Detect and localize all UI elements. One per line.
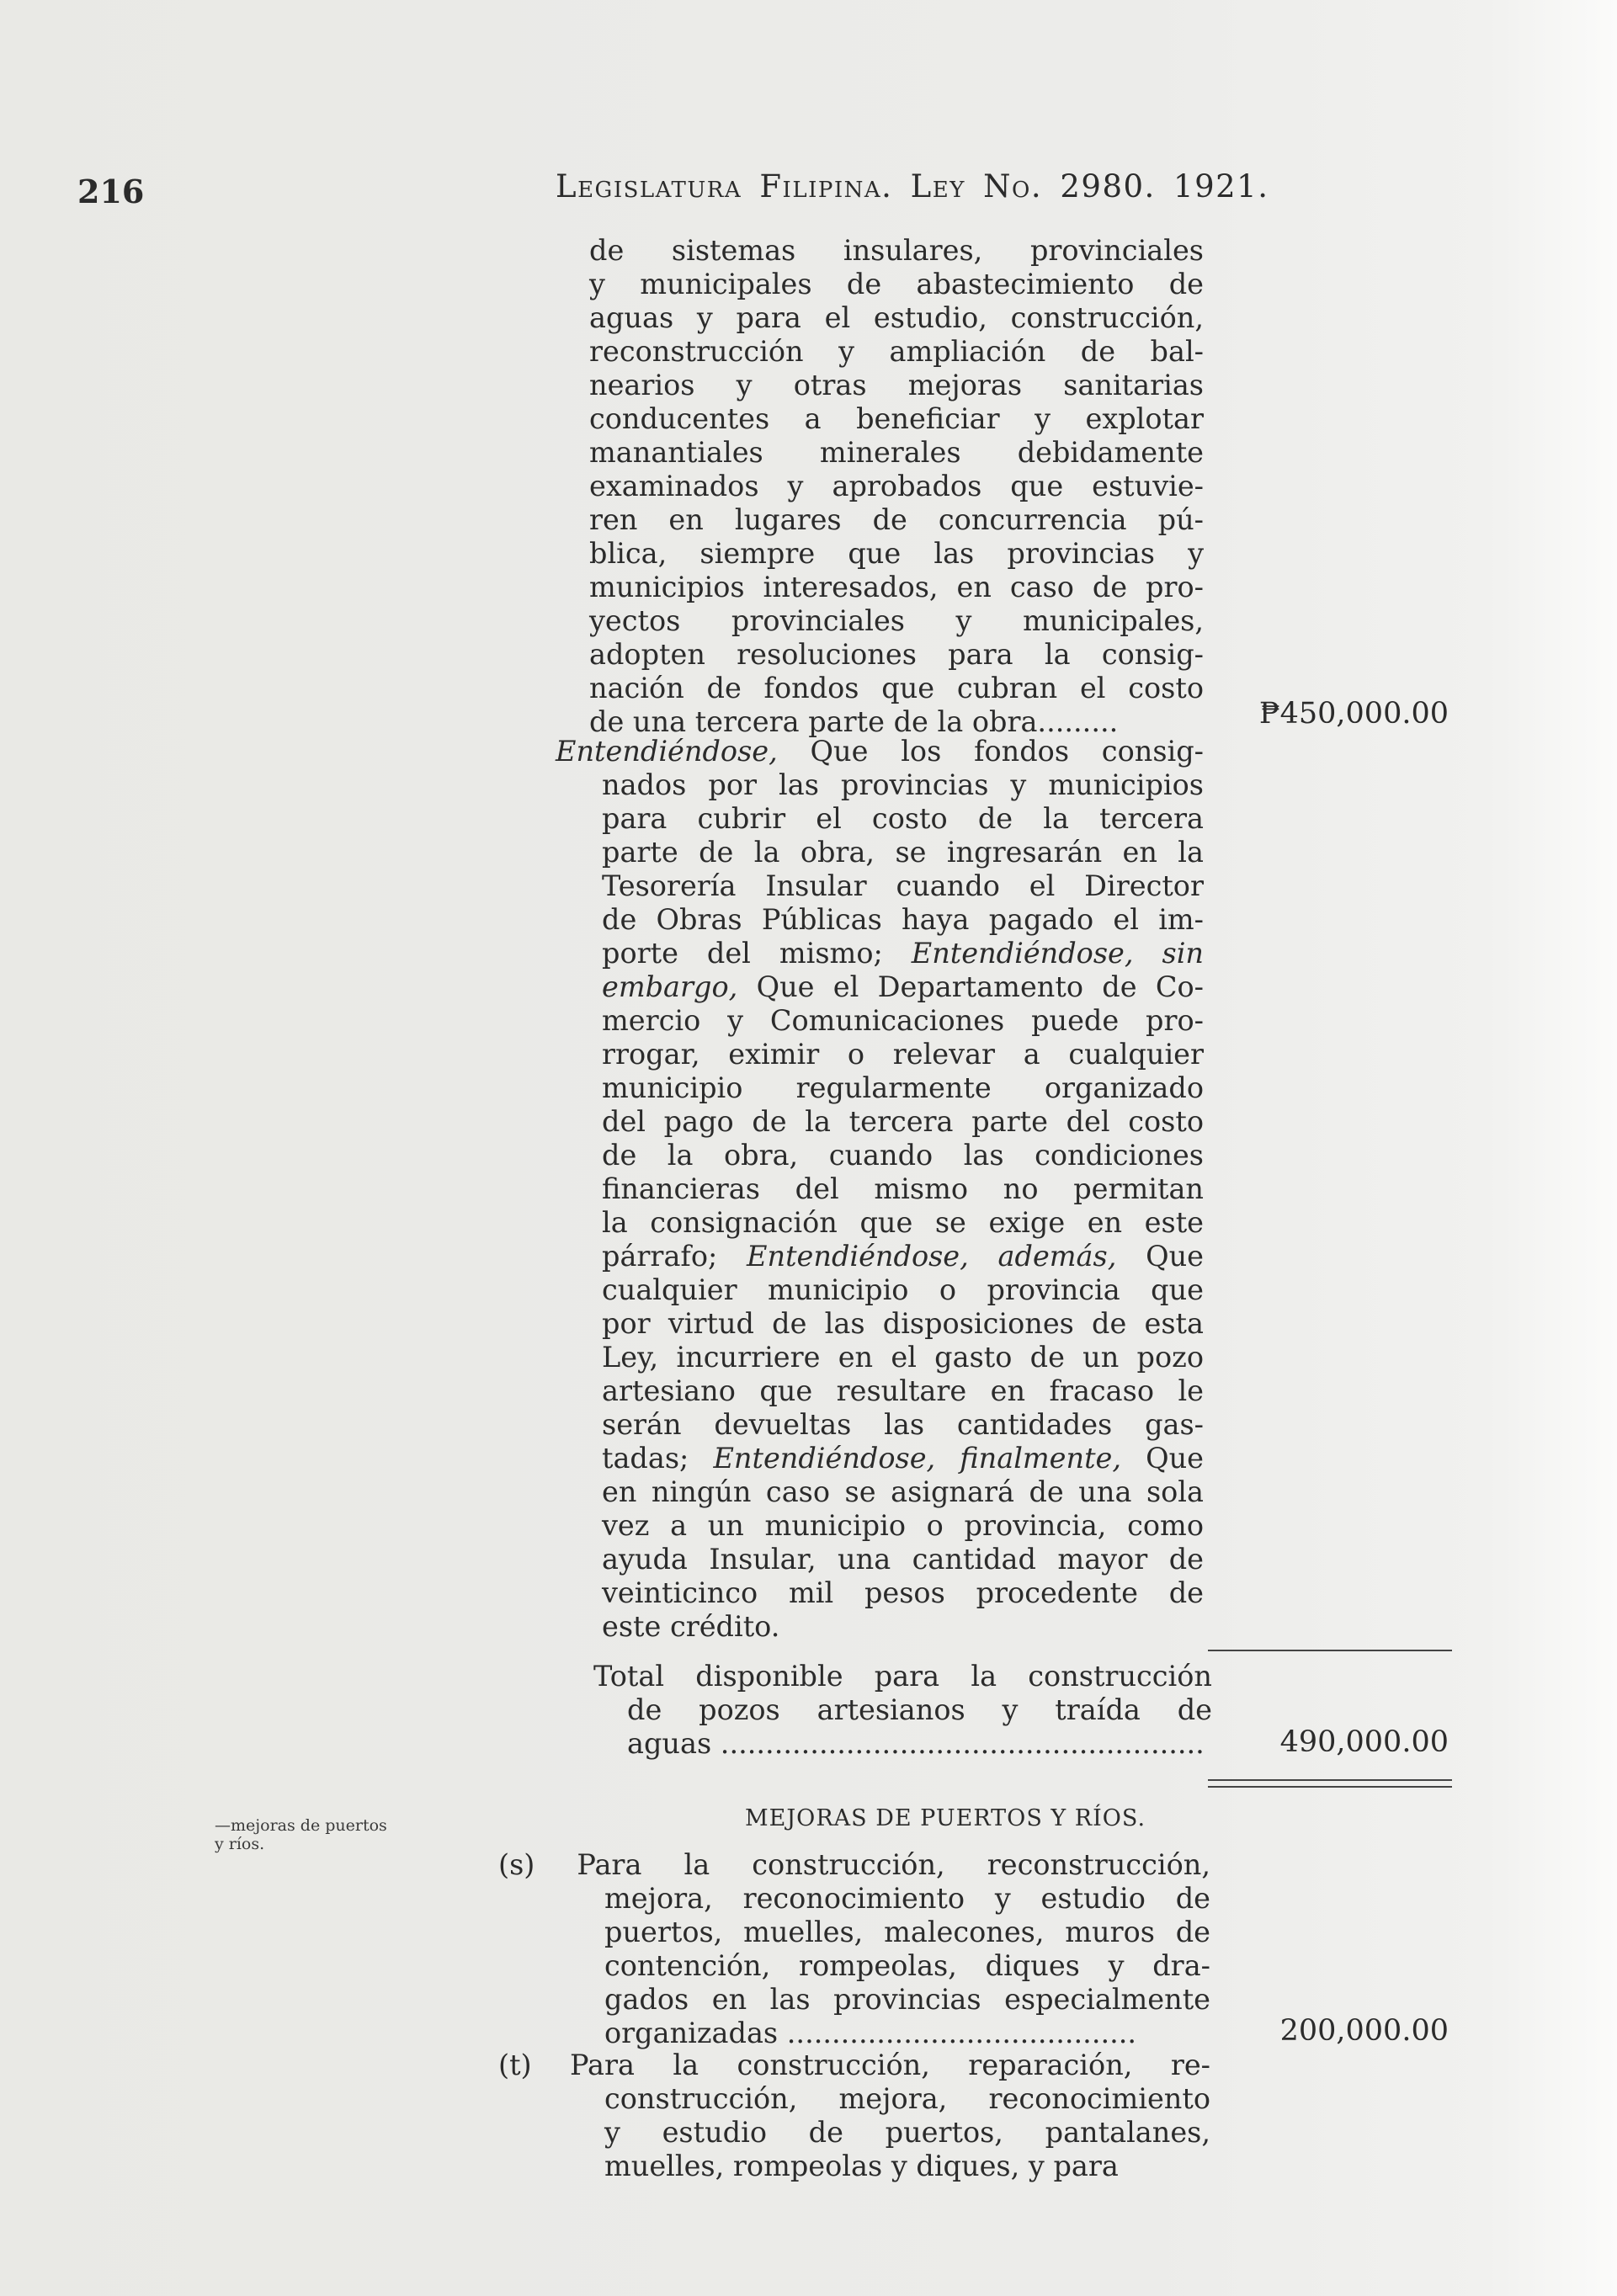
text-run: de Obras Públicas haya pagado el im- (602, 903, 1204, 936)
text-line (556, 1475, 1204, 1509)
text-line: aguas ...................................................... (627, 1727, 1205, 1760)
text-run: parte de la obra, se ingresarán en la (602, 836, 1204, 869)
text-line: nación de fondos que cubran el costo (589, 672, 1204, 704)
text-line: Total disponible para la construcción (593, 1660, 1212, 1693)
text-line: de una tercera parte de la obra......... (589, 705, 1119, 738)
text-line: muelles, rompeolas y diques, y para (604, 2150, 1119, 2182)
text-line: puertos, muelles, malecones, muros de (604, 1916, 1210, 1948)
text-line (556, 1240, 1204, 1273)
text-line (556, 1172, 1204, 1206)
text-run: este crédito. (602, 1610, 780, 1643)
text-line: gados en las provincias especialmente (604, 1983, 1210, 2016)
text-line (556, 1576, 1204, 1610)
text-run: Ley, incurriere en el gasto de un pozo (602, 1341, 1204, 1374)
text-run: la consignación que se exige en este (602, 1206, 1204, 1239)
text-run: porte del mismo; (602, 937, 912, 970)
amount-total: 490,000.00 (1279, 1725, 1449, 1759)
amount-waterworks: ₱450,000.00 (1258, 697, 1449, 731)
text-line (556, 1374, 1204, 1408)
text-line (556, 1341, 1204, 1374)
text-line: blica, siempre que las provincias y (589, 537, 1204, 570)
double-rule (1208, 1779, 1452, 1781)
text-line (556, 1610, 1204, 1644)
page-number: 216 (77, 173, 145, 210)
text-line: adopten resoluciones para la consig- (589, 638, 1204, 671)
total-paragraph (593, 1660, 1212, 1761)
text-line (556, 735, 1204, 768)
text-line: mejora, reconocimiento y estudio de (604, 1882, 1210, 1915)
text-run: en ningún caso se asignará de una sola (602, 1475, 1204, 1508)
italic-proviso-term: Entendiéndose, finalmente, (713, 1442, 1122, 1475)
text-line (556, 768, 1204, 802)
text-run: financieras del mismo no permitan (602, 1172, 1204, 1205)
text-run: de la obra, cuando las condiciones (602, 1139, 1204, 1172)
running-head: Legislatura Filipina. Ley No. 2980. 1921. (556, 168, 1269, 205)
text-run: Que el Departamento de Co- (737, 970, 1204, 1003)
text-line: (s) Para la construcción, reconstrucción, (498, 1848, 1210, 1881)
text-line (556, 1038, 1204, 1071)
text-run: tadas; (602, 1442, 714, 1475)
amount-item-s: 200,000.00 (1279, 2014, 1449, 2048)
text-run: del pago de la tercera parte del costo (602, 1105, 1204, 1138)
text-run: párrafo; (602, 1240, 747, 1273)
text-run: ayuda Insular, una cantidad mayor de (602, 1543, 1204, 1576)
text-run: vez a un municipio o provincia, como (602, 1509, 1204, 1542)
text-line (556, 1071, 1204, 1105)
text-run: serán devueltas las cantidades gas- (602, 1408, 1204, 1441)
margin-note (215, 1816, 387, 1853)
text-run: Que (1116, 1240, 1205, 1273)
text-line: (t) Para la construcción, reparación, re- (498, 2049, 1210, 2081)
text-run: para cubrir el costo de la tercera (602, 802, 1204, 835)
text-run: municipio regularmente organizado (602, 1071, 1204, 1104)
text-run: Que los fondos consig- (777, 735, 1204, 768)
text-line: reconstrucción y ampliación de bal- (589, 335, 1204, 368)
text-line: de pozos artesianos y traída de (627, 1693, 1212, 1726)
text-line: construcción, mejora, reconocimiento (604, 2082, 1210, 2115)
text-line (556, 903, 1204, 937)
text-line: examinados y aprobados que estuvie- (589, 470, 1204, 502)
text-line (556, 802, 1204, 836)
text-line (556, 1004, 1204, 1038)
text-line: y estudio de puertos, pantalanes, (604, 2116, 1210, 2149)
text-line (556, 1307, 1204, 1341)
margin-note-line: y ríos. (215, 1835, 265, 1853)
italic-proviso-term: Entendiéndose, (556, 735, 778, 768)
section-heading: MEJORAS DE PUERTOS Y RÍOS. (745, 1805, 1146, 1831)
text-line (556, 1105, 1204, 1139)
proviso-paragraph (556, 735, 1204, 1644)
text-run: cualquier municipio o provincia que (602, 1273, 1204, 1306)
item-s (498, 1848, 1210, 2050)
text-run: nados por las provincias y municipios (602, 768, 1204, 801)
text-line: contención, rompeolas, diques y dra- (604, 1949, 1210, 1982)
text-line: municipios interesados, en caso de pro- (589, 571, 1204, 603)
text-line: de sistemas insulares, provinciales (589, 234, 1204, 267)
item-t (498, 2049, 1210, 2183)
text-line: manantiales minerales debidamente (589, 436, 1204, 469)
text-line (556, 1206, 1204, 1240)
text-run: rrogar, eximir o relevar a cualquier (602, 1038, 1204, 1071)
text-line (556, 869, 1204, 903)
text-line: aguas y para el estudio, construcción, (589, 301, 1204, 334)
paragraph-waterworks (589, 234, 1204, 739)
text-run: artesiano que resultare en fracaso le (602, 1374, 1204, 1407)
text-line (556, 1273, 1204, 1307)
text-line (556, 1408, 1204, 1442)
text-line: ren en lugares de concurrencia pú- (589, 503, 1204, 536)
italic-proviso-term: Entendiéndose, sin (911, 937, 1204, 970)
text-line: y municipales de abastecimiento de (589, 268, 1204, 300)
text-line (556, 937, 1204, 970)
double-rule-second (1208, 1786, 1452, 1788)
text-line (556, 1509, 1204, 1543)
text-line (556, 836, 1204, 869)
margin-note-line: —mejoras de puertos (215, 1816, 387, 1835)
text-line (556, 1543, 1204, 1576)
text-line: yectos provinciales y municipales, (589, 604, 1204, 637)
sum-rule (1208, 1650, 1452, 1651)
text-run: Que (1121, 1442, 1204, 1475)
text-line (556, 1139, 1204, 1172)
text-run: Tesorería Insular cuando el Director (602, 869, 1204, 902)
italic-proviso-term: Entendiéndose, además, (747, 1240, 1117, 1273)
text-run: mercio y Comunicaciones puede pro- (602, 1004, 1204, 1037)
text-line: nearios y otras mejoras sanitarias (589, 369, 1204, 401)
text-line (556, 970, 1204, 1004)
text-line (556, 1442, 1204, 1475)
text-line: organizadas ....................................... (604, 2017, 1137, 2049)
text-line: conducentes a beneficiar y explotar (589, 402, 1204, 435)
italic-proviso-term: embargo, (602, 970, 738, 1003)
text-run: veinticinco mil pesos procedente de (602, 1576, 1204, 1609)
text-run: por virtud de las disposiciones de esta (602, 1307, 1204, 1340)
